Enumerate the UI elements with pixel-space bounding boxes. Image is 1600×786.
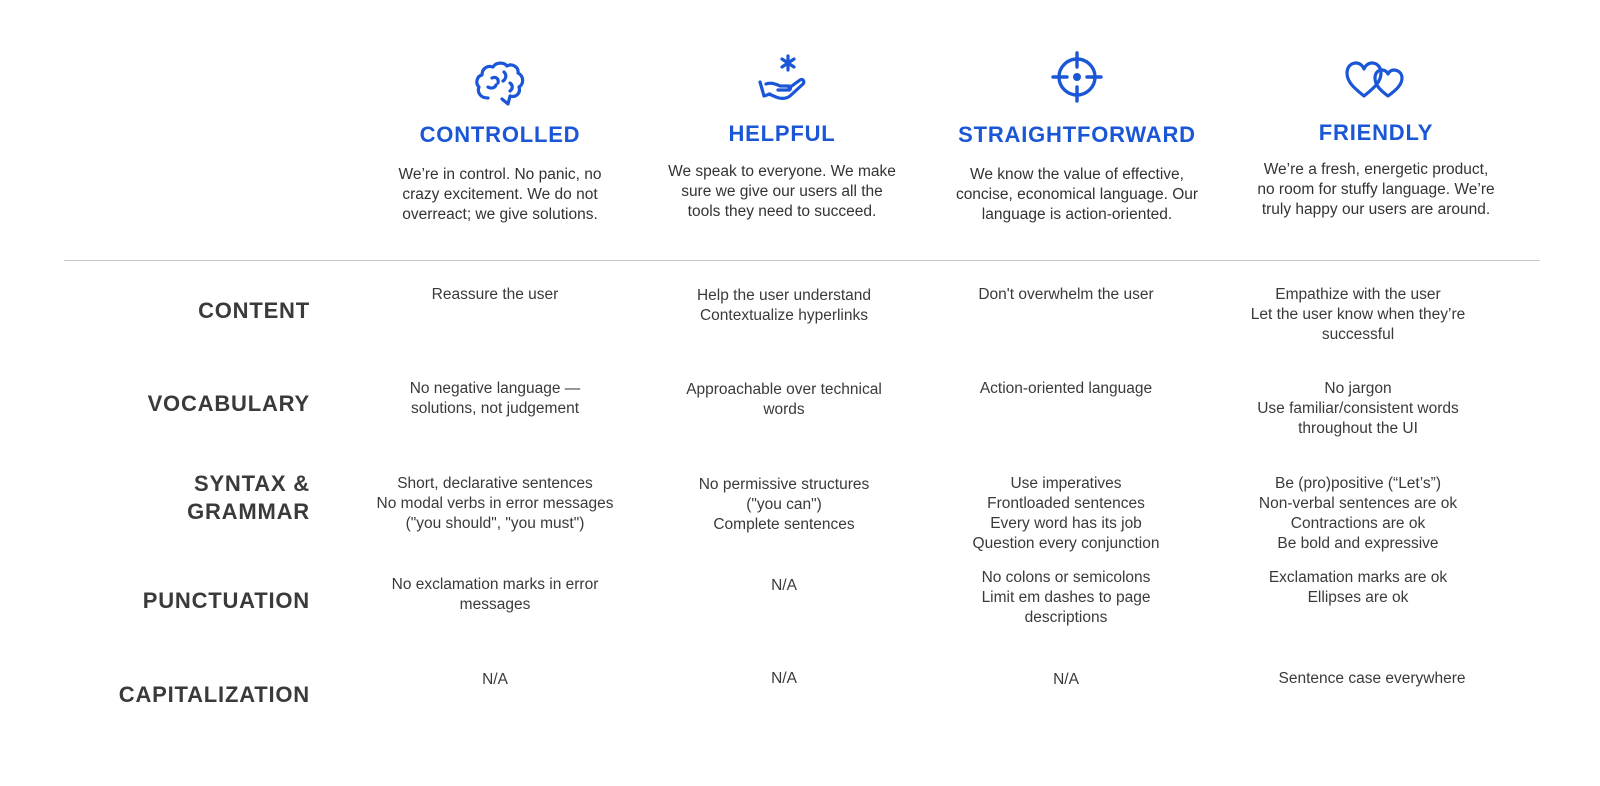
row-label-vocabulary: VOCABULARY: [147, 391, 310, 416]
cell-punctuation-helpful: N/A: [771, 577, 797, 594]
cell-capitalization-helpful: N/A: [771, 670, 797, 687]
cell-content-straightforward: Don't overwhelm the user: [978, 286, 1154, 303]
header-divider: [64, 260, 1540, 261]
cell-capitalization-friendly: Sentence case everywhere: [1278, 670, 1466, 687]
pillar-title: FRIENDLY: [1318, 120, 1434, 145]
cell-content-helpful: Help the user understand Contextualize hyperlinks: [696, 287, 872, 324]
brain-icon: [474, 58, 526, 108]
cell-syntax-straightforward: Use imperatives Frontloaded sentences Every word has its job Question every conjunction: [972, 475, 1160, 552]
cell-vocabulary-controlled: No negative language — solutions, not judgement: [409, 380, 581, 417]
cell-syntax-friendly: Be (pro)positive (“Let’s”) Non-verbal sentences are ok Contractions are ok Be bold and expressive: [1258, 475, 1458, 552]
pillar-title: HELPFUL: [728, 121, 836, 146]
cell-content-friendly: Empathize with the user Let the user know when they’re successful: [1250, 286, 1466, 343]
cell-vocabulary-straightforward: Action-oriented language: [979, 380, 1153, 397]
crosshair-target-icon: [1050, 50, 1104, 104]
pillar-description: We speak to everyone. We make sure we give our users all the tools they need to succeed.: [668, 163, 896, 220]
cell-syntax-helpful: No permissive structures ("you can") Complete sentences: [698, 476, 870, 533]
cell-punctuation-straightforward: No colons or semicolons Limit em dashes to page descriptions: [981, 569, 1151, 626]
cell-vocabulary-helpful: Approachable over technical words: [686, 381, 882, 418]
pillar-title: STRAIGHTFORWARD: [958, 122, 1196, 147]
row-label-capitalization: CAPITALIZATION: [118, 682, 310, 707]
row-label-punctuation: PUNCTUATION: [142, 588, 310, 613]
cell-syntax-controlled: Short, declarative sentences No modal verbs in error messages ("you should", "you must"): [376, 475, 614, 532]
cell-content-controlled: Reassure the user: [431, 286, 559, 303]
two-hearts-icon: [1344, 60, 1408, 100]
row-label-content: CONTENT: [198, 298, 310, 323]
cell-punctuation-friendly: Exclamation marks are ok Ellipses are ok: [1268, 569, 1448, 606]
cell-punctuation-controlled: No exclamation marks in error messages: [391, 576, 599, 613]
cell-capitalization-straightforward: N/A: [1053, 671, 1079, 688]
cell-vocabulary-friendly: No jargon Use familiar/consistent words throughout the UI: [1257, 380, 1459, 437]
row-label-syntax-grammar: SYNTAX & GRAMMAR: [187, 471, 310, 524]
pillar-description: We know the value of effective, concise, economical language. Our language is action-oriented.: [955, 166, 1199, 223]
pillar-title: CONTROLLED: [419, 122, 581, 147]
helping-hand-icon: [756, 52, 808, 104]
pillar-description: We’re in control. No panic, no crazy excitement. We do not overreact; we give solutions.: [398, 166, 602, 223]
cell-capitalization-controlled: N/A: [482, 671, 508, 688]
pillar-description: We’re a fresh, energetic product, no room for stuffy language. We’re truly happy our users are around.: [1257, 161, 1495, 218]
